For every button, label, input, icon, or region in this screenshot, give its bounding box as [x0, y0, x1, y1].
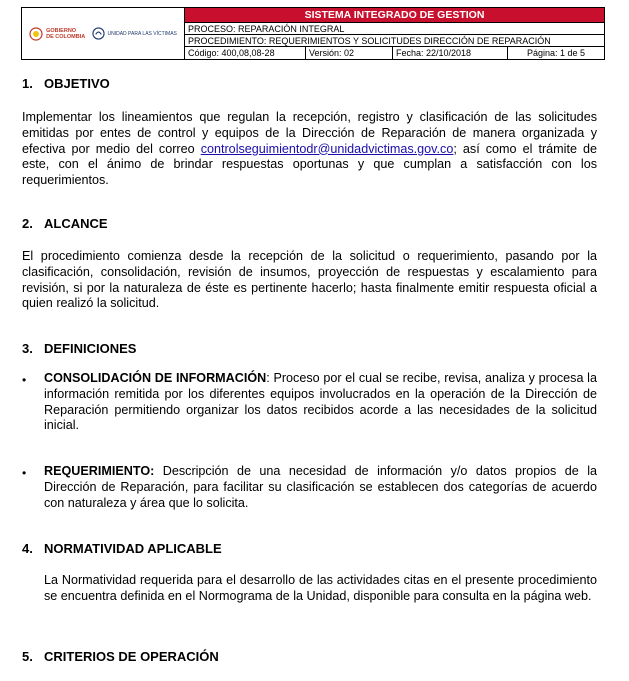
unidad-victimas-icon: [92, 27, 105, 40]
section-2-title: ALCANCE: [44, 216, 108, 231]
section-1-heading: [22, 76, 110, 91]
version-cell: Versión: 02: [306, 47, 393, 59]
logos-cell: [22, 8, 185, 59]
section-3-title: DEFINICIONES: [44, 341, 137, 356]
objective-text-a: Implementar los lineamientos que regulan la recepción, registro y clasificación de las solicitudes emitidas por entes de control y equipos de la Dirección de Reparación de manera organizada y efectiva por medio del correo: [22, 110, 597, 156]
section-4-title: NORMATIVIDAD APLICABLE: [44, 541, 222, 556]
system-title: SISTEMA INTEGRADO DE GESTION: [185, 8, 604, 23]
logo-uv-text: UNIDAD PARA LAS VÍCTIMAS: [107, 30, 177, 37]
section-5-heading: [22, 649, 219, 664]
logo-gov-line2: DE COLOMBIA: [46, 33, 86, 40]
colombia-crest-icon: [29, 27, 43, 41]
date-cell: Fecha: 22/10/2018: [393, 47, 508, 59]
definition-text-2: Descripción de una necesidad de información y/o datos propios de la Dirección de Reparación, para facilitar su clasificación se establecen dos categorías de acuerdo con naturaleza y área que lo solicita.: [44, 464, 597, 510]
code-cell: Código: 400,08,08-28: [185, 47, 306, 59]
document-header: [21, 7, 605, 60]
definition-term-2: REQUERIMIENTO:: [44, 464, 155, 478]
gobierno-logo: [29, 27, 85, 41]
meta-row: [185, 47, 604, 59]
definition-term-1: CONSOLIDACIÓN DE INFORMACIÓN: [44, 371, 267, 385]
section-1-number: 1.: [22, 76, 33, 91]
unidad-victimas-logo: [92, 27, 177, 40]
procedure-row: PROCEDIMIENTO: REQUERIMIENTOS Y SOLICITUDES DIRECCIÓN DE REPARACIÓN: [185, 35, 604, 47]
page-cell: Página: 1 de 5: [526, 48, 586, 58]
definition-consolidacion: [44, 371, 597, 434]
section-1-title: OBJETIVO: [44, 76, 110, 91]
section-2-number: 2.: [22, 216, 33, 231]
email-link[interactable]: controlseguimientodr@unidadvictimas.gov.co: [200, 141, 454, 156]
logo-gov-line1: GOBIERNO: [46, 27, 77, 34]
header-info: [185, 8, 604, 59]
section-4-number: 4.: [22, 541, 33, 556]
section-5-title: CRITERIOS DE OPERACIÓN: [44, 649, 219, 664]
section-4-heading: [22, 541, 222, 556]
section-4-text: La Normatividad requerida para el desarrollo de las actividades citas en el presente procedimiento se encuentra definida en el Normograma de la Unidad, disponible para consulta en la página web.: [44, 573, 597, 603]
process-row: PROCESO: REPARACIÓN INTEGRAL: [185, 23, 604, 35]
section-3-number: 3.: [22, 341, 33, 356]
section-2-heading: [22, 216, 108, 231]
section-3-heading: [22, 341, 136, 356]
objective-text-b: ; así como el trámite de este, con el ánimo de brindar respuestas oportunas y que cumplan a satisfacción con los requerimientos.: [22, 141, 598, 188]
bullet-dot-1: •: [22, 373, 27, 387]
section-2-text: El procedimiento comienza desde la recepción de la solicitud o requerimiento, pasando por la clasificación, consolidación, revisión de insumos, proyección de respuestas y escalamiento para revisión, si por la naturaleza de éste es pertinente hacerlo; hasta finalmente emitir respuesta oficial a quien realizó la solicitud.: [22, 249, 597, 311]
bullet-dot-2: •: [22, 466, 27, 480]
section-5-number: 5.: [22, 649, 33, 664]
definition-text-1: : Proceso por el cual se recibe, revisa, analiza y procesa la información remitida por los diferentes equipos involucrados en la operación de la Dirección de Reparación permitiendo organizar los datos recibidos acorde a las necesidades de la solicitud inicial.: [44, 371, 597, 433]
definition-requerimiento: [44, 464, 597, 511]
section-1-text: [22, 110, 597, 189]
